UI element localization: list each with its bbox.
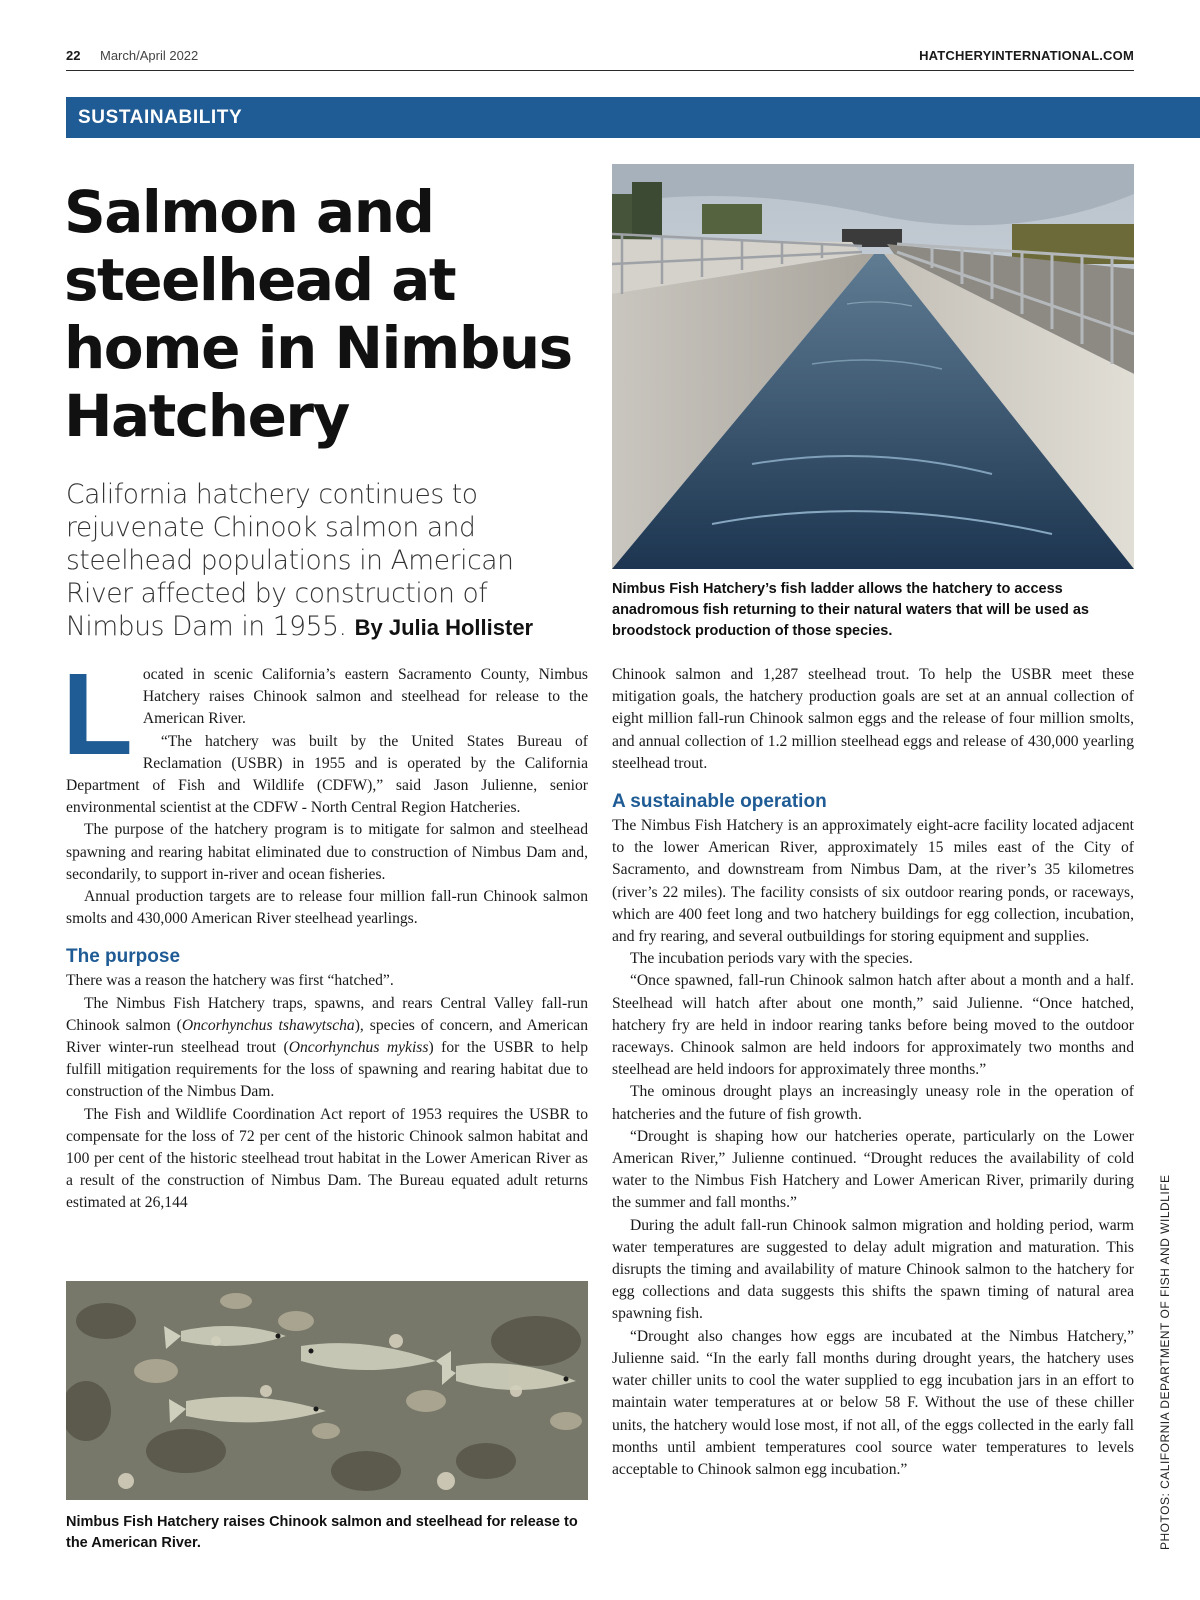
scientific-name: Oncorhynchus tshawytscha: [181, 1016, 355, 1034]
section-banner: [66, 97, 1200, 138]
paragraph: The purpose of the hatchery program is to mitigate for salmon and steelhead spawning and rearing habitat eliminated due to construction of Nimbus Dam and, secondarily, to support in-river and ocean fisheries.: [66, 821, 588, 883]
paragraph: Chinook salmon and 1,287 steelhead trout. To help the USBR meet these mitigation goals, the hatchery production goals are set at an annual collection of eight million fall-run Chinook salmon eggs and the release of four million smolts, and annual collection of 1.2 million steelhead eggs and release of 430,000 yearling steelhead trout.: [612, 666, 1134, 772]
article-column-right: [612, 664, 1134, 1481]
paragraph: “Once spawned, fall-run Chinook salmon hatch after about a month and a half. Steelhead will hatch after about one month,” said Julienne. “Once hatched, hatchery fry are held in indoor rearing tanks before being moved to the outdoor raceways. Chinook salmon are held indoors for approximately two months and steelhead are held indoors for approximately three months.”: [612, 972, 1134, 1079]
paragraph: Annual production targets are to release four million fall-run Chinook salmon smolts and 430,000 American River steelhead yearlings.: [66, 888, 588, 928]
paragraph: The incubation periods vary with the species.: [630, 950, 913, 968]
subhead-sustainable-operation: A sustainable operation: [612, 791, 827, 813]
paragraph: “The hatchery was built by the United States Bureau of Reclamation (USBR) in 1955 and is operated by the California Department of Fish and Wildlife (CDFW),” said Jason Julienne, senior environmental scientist at the CDFW - North Central Region Hatcheries.: [66, 732, 588, 817]
article-column-left: [62, 649, 588, 1215]
page-header: [66, 44, 1134, 71]
juvenile-fish-photo: [66, 1281, 588, 1500]
article-headline: Salmon and steelhead at home in Nimbus Hatchery: [64, 178, 572, 450]
juvenile-fish-caption: Nimbus Fish Hatchery raises Chinook salmon and steelhead for release to the American River.: [66, 1514, 578, 1551]
photo-credit: PHOTOS: CALIFORNIA DEPARTMENT OF FISH AND WILDLIFE: [1158, 1174, 1172, 1550]
text-run: ) for the USBR to help fulfill mitigation requirements for the loss of spawning and rearing habitat due to construction of the Nimbus Dam.: [66, 1039, 588, 1101]
paragraph: The Fish and Wildlife Coordination Act report of 1953 requires the USBR to compensate for the loss of 72 per cent of the historic Chinook salmon habitat and 100 per cent of the historic steelhead trout habitat in the Lower American River as a result of the construction of Nimbus Dam. The Bureau equated adult returns estimated at 26,144: [66, 1105, 588, 1212]
paragraph: The ominous drought plays an increasingly uneasy role in the operation of hatcheries and the future of fish growth.: [612, 1083, 1134, 1123]
subhead-purpose: The purpose: [66, 946, 181, 968]
paragraph: [66, 993, 588, 1104]
text-run: The Nimbus Fish Hatchery traps, spawns, and rears Central Valley fall-run Chinook salmon (: [66, 994, 588, 1034]
drop-cap: L: [62, 649, 133, 779]
paragraph: The Nimbus Fish Hatchery is an approximately eight-acre facility located adjacent to the lower American River, approximately 15 miles east of the City of Sacramento, and downstream from Nimbus Dam, at the river’s 35 kilometres (river’s 22 miles). The facility consists of six outdoor rearing ponds, or raceways, which are 400 feet long and two hatchery buildings for egg collection, incubation, and fry rearing, and several outbuildings for storing equipment and supplies.: [612, 817, 1134, 946]
article-deck: [66, 478, 586, 644]
deck-text: California hatchery continues to rejuvenate Chinook salmon and steelhead populations in American River affected by construction of Nimbus Dam in 1955.: [66, 479, 514, 642]
site-url[interactable]: HATCHERYINTERNATIONAL.COM: [919, 48, 1134, 63]
section-label: SUSTAINABILITY: [78, 107, 243, 128]
page-number: 22: [66, 48, 81, 63]
paragraph: “Drought is shaping how our hatcheries operate, particularly on the Lower American River,” Julienne continued. “Drought reduces the availability of cold water to the Nimbus Fish Hatchery and Lower American River, primarily during the summer and fall months.”: [612, 1127, 1134, 1212]
byline: By Julia Hollister: [354, 615, 534, 640]
intro-text: ocated in scenic California’s eastern Sacramento County, Nimbus Hatchery raises Chinook salmon and steelhead for release to the American River.: [142, 666, 588, 728]
paragraph: “Drought also changes how eggs are incubated at the Nimbus Hatchery,” Julienne said. “In the early fall months during drought years, the hatchery uses water chiller units to cool the water supplied to egg incubation jars in an effort to maintain water temperatures at or below 58 F. Without the use of these chiller units, the hatchery would lose most, if not all, of the eggs collected in the early fall months until ambient temperatures cool source water temperatures to levels acceptable to Chinook salmon egg incubation.”: [612, 1327, 1134, 1478]
fish-ladder-caption: Nimbus Fish Hatchery’s fish ladder allows the hatchery to access anadromous fish returning to their natural waters that will be used as broodstock production of those species.: [612, 581, 1089, 639]
paragraph: During the adult fall-run Chinook salmon migration and holding period, warm water temperatures are suggested to delay adult migration and maturation. This disrupts the timing and availability of mature Chinook salmon to the hatchery for egg collections and data suggests this shifts the spawn timing of natural area spawning fish.: [612, 1216, 1134, 1323]
paragraph: There was a reason the hatchery was first “hatched”.: [66, 972, 394, 990]
issue-date: March/April 2022: [100, 48, 199, 63]
fish-ladder-photo: [612, 164, 1134, 569]
text-run: ), species of concern, and American River winter-run steelhead trout (: [66, 1016, 588, 1057]
scientific-name: Oncorhynchus mykiss: [288, 1039, 429, 1057]
